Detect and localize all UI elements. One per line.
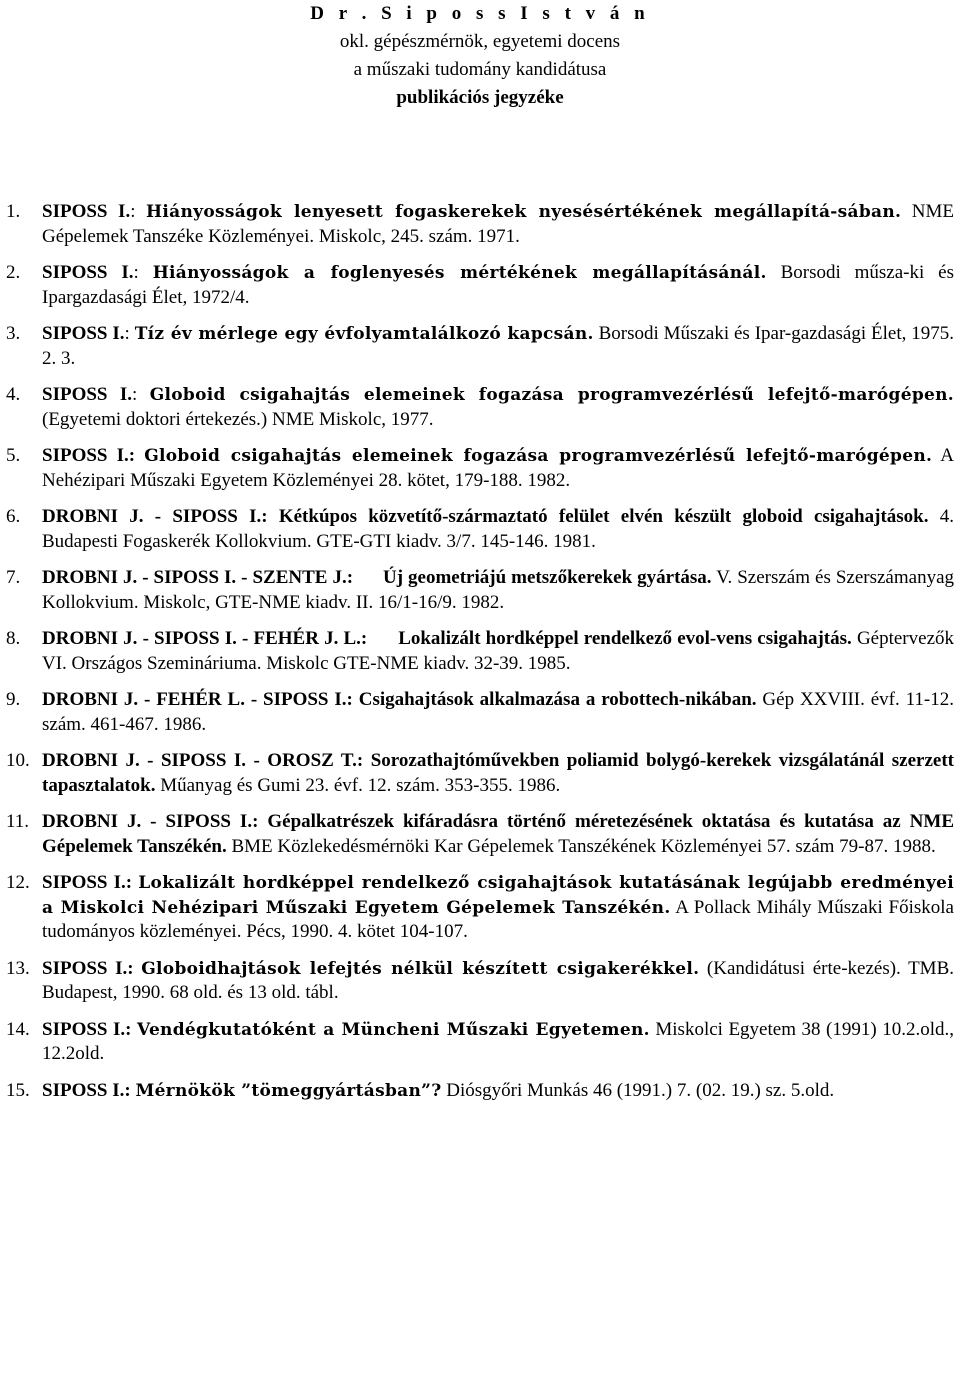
entry-title: Lokalizált hordképpel rendelkező csigahajtások kutatásának legújabb eredményei a Miskolci Nehézipari Műszaki Egyetem Gépelemek Tanszékén. xyxy=(42,873,955,918)
entry-source: Műanyag és Gumi 23. évf. 12. szám. 353-355. 1986. xyxy=(155,774,561,796)
publication-entry xyxy=(0,871,960,945)
entry-source: A Nehézipari Műszaki Egyetem Közleményei 28. kötet, 179-188. 1982. xyxy=(42,445,954,491)
entry-separator: : xyxy=(124,323,135,344)
entry-authors: SIPOSS I.: xyxy=(42,445,136,466)
entry-number: 1. xyxy=(6,201,21,222)
entry-source: BME Közlekedésmérnöki Kar Gépelemek Tanszékének Közleményei 57. szám 79-87. 1988. xyxy=(226,835,936,857)
entry-authors: DROBNI J. - FEHÉR L. - SIPOSS I.: xyxy=(42,689,353,710)
entry-number: 12. xyxy=(6,872,30,893)
entry-number: 11. xyxy=(6,811,30,832)
entry-number: 8. xyxy=(6,628,21,649)
entry-separator: : xyxy=(133,262,153,283)
entry-authors: SIPOSS I.: xyxy=(42,1079,131,1101)
entry-source: (Kandidátusi érte-kezés). TMB. Budapest, 1990. 68 old. és 13 old. tábl. xyxy=(42,957,955,1003)
entry-source: Gép XXVIII. évf. 11-12. szám. 461-467. 1986. xyxy=(42,689,954,735)
entry-authors: DROBNI J. - SIPOSS I.: xyxy=(42,811,259,832)
entry-title: Tíz év mérlege egy évfolyamtalálkozó kapcsán. xyxy=(134,324,594,344)
entry-title: Vendégkutatóként a Müncheni Műszaki Egyetemen. xyxy=(137,1019,650,1040)
entry-title: Mérnökök ”tömeggyártásban”? xyxy=(135,1080,442,1101)
entry-number: 10. xyxy=(6,750,30,771)
entry-source: Borsodi műsza-ki és Ipargazdasági Élet, 1972/4. xyxy=(42,262,954,308)
entry-number: 6. xyxy=(6,506,21,527)
entry-number: 4. xyxy=(6,384,21,405)
entry-separator xyxy=(353,567,383,588)
entry-number: 13. xyxy=(6,957,30,979)
entry-number: 3. xyxy=(6,323,21,344)
entry-title: Hiányosságok a foglenyesés mértékének megállapításánál. xyxy=(152,263,767,283)
author-degree: okl. gépészmérnök, egyetemi docens xyxy=(339,31,621,52)
entry-authors: SIPOSS I.: xyxy=(42,957,134,979)
entry-separator xyxy=(135,445,144,466)
entry-authors: SIPOSS I.: xyxy=(42,872,133,893)
publication-entry xyxy=(0,383,960,432)
entry-separator: : xyxy=(130,201,147,222)
author-title: a műszaki tudomány kandidátusa xyxy=(353,59,607,80)
publication-entry xyxy=(0,627,960,676)
entry-separator: : xyxy=(132,384,150,405)
publication-entry xyxy=(0,1018,960,1067)
entry-title: Lokalizált hordképpel rendelkező evol-vens csigahajtás. xyxy=(398,628,852,649)
entry-authors: DROBNI J. - SIPOSS I. - SZENTE J.: xyxy=(42,567,354,588)
entry-number: 7. xyxy=(6,567,21,588)
publication-entry xyxy=(0,688,960,737)
entry-number: 2. xyxy=(6,262,21,283)
publication-entry xyxy=(0,1079,960,1104)
entry-authors: DROBNI J. - SIPOSS I. - FEHÉR J. L.: xyxy=(42,628,368,649)
entry-source: (Egyetemi doktori értekezés.) NME Miskolc, 1977. xyxy=(42,408,434,430)
publication-entry xyxy=(0,566,960,615)
entry-number: 5. xyxy=(6,445,21,466)
publication-entry xyxy=(0,322,960,371)
document-title: publikációs jegyzéke xyxy=(396,87,564,108)
entry-number: 9. xyxy=(6,689,21,710)
entry-title: Globoidhajtások lefejtés nélkül készített csigakerékkel. xyxy=(141,958,700,979)
entry-authors: SIPOSS I.: xyxy=(42,1018,132,1040)
entry-source: Diósgyőri Munkás 46 (1991.) 7. (02. 19.) sz. 5.old. xyxy=(441,1079,835,1101)
entry-authors: SIPOSS I. xyxy=(42,201,131,222)
entry-title: Kétkúpos közvetítő-származtató felület elvén készült globoid csigahajtások. xyxy=(278,506,929,527)
entry-title: Hiányosságok lenyesett fogaskerekek nyesésértékének megállapítá-sában. xyxy=(146,202,902,222)
publication-entry xyxy=(0,957,960,1006)
entry-authors: DROBNI J. - SIPOSS I. - OROSZ T.: xyxy=(42,750,364,771)
publication-entry xyxy=(0,261,960,310)
entry-separator xyxy=(367,628,398,649)
entry-separator xyxy=(363,750,370,771)
publication-entry xyxy=(0,810,960,859)
entry-title: Sorozathajtóművekben poliamid bolygó-kerekek vizsgálatánál szerzett tapasztalatok. xyxy=(42,750,954,796)
entry-source: 4. Budapesti Fogaskerék Kollokvium. GTE-GTI kiadv. 3/7. 145-146. 1981. xyxy=(42,506,955,552)
publication-entry xyxy=(0,200,960,249)
entry-title: Globoid csigahajtás elemeinek fogazása programvezérlésű lefejtő-marógépen. xyxy=(149,385,955,405)
entry-number: 15. xyxy=(6,1079,30,1101)
publication-entry xyxy=(0,749,960,798)
publication-list xyxy=(0,200,960,1115)
entry-separator xyxy=(268,506,279,527)
entry-title: Új geometriájú metszőkerekek gyártása. xyxy=(383,567,712,588)
entry-number: 14. xyxy=(6,1018,30,1040)
entry-source: Miskolci Egyetem 38 (1991) 10.2.old., 12.2old. xyxy=(42,1018,954,1064)
entry-authors: SIPOSS I. xyxy=(42,323,125,344)
publication-entry xyxy=(0,444,960,493)
entry-authors: SIPOSS I. xyxy=(42,384,133,405)
entry-title: Globoid csigahajtás elemeinek fogazása programvezérlésű lefejtő-marógépen. xyxy=(144,446,933,466)
author-name: D r . S i p o s s I s t v á n xyxy=(310,3,650,24)
entry-title: Gépalkatrészek kifáradásra történő méretezésének oktatása és kutatása az NME Gépelemek Tanszékén. xyxy=(42,811,955,857)
publication-entry xyxy=(0,505,960,554)
entry-source: Borsodi Műszaki és Ipar-gazdasági Élet, 1975. 2. 3. xyxy=(42,323,954,369)
entry-source: V. Szerszám és Szerszámanyag Kollokvium. Miskolc, GTE-NME kiadv. II. 16/1-16/9. 1982. xyxy=(42,567,954,613)
entry-authors: SIPOSS I. xyxy=(42,262,134,283)
document-header xyxy=(0,0,960,112)
entry-authors: DROBNI J. - SIPOSS I.: xyxy=(42,506,268,527)
entry-source: A Pollack Mihály Műszaki Főiskola tudományos közleményei. Pécs, 1990. 4. kötet 104-107. xyxy=(42,896,954,942)
entry-title: Csigahajtások alkalmazása a robottech-nikában. xyxy=(358,689,757,710)
entry-source: Géptervezők VI. Országos Szemináriuma. Miskolc GTE-NME kiadv. 32-39. 1985. xyxy=(42,628,954,674)
entry-source: NME Gépelemek Tanszéke Közleményei. Miskolc, 245. szám. 1971. xyxy=(42,201,955,247)
